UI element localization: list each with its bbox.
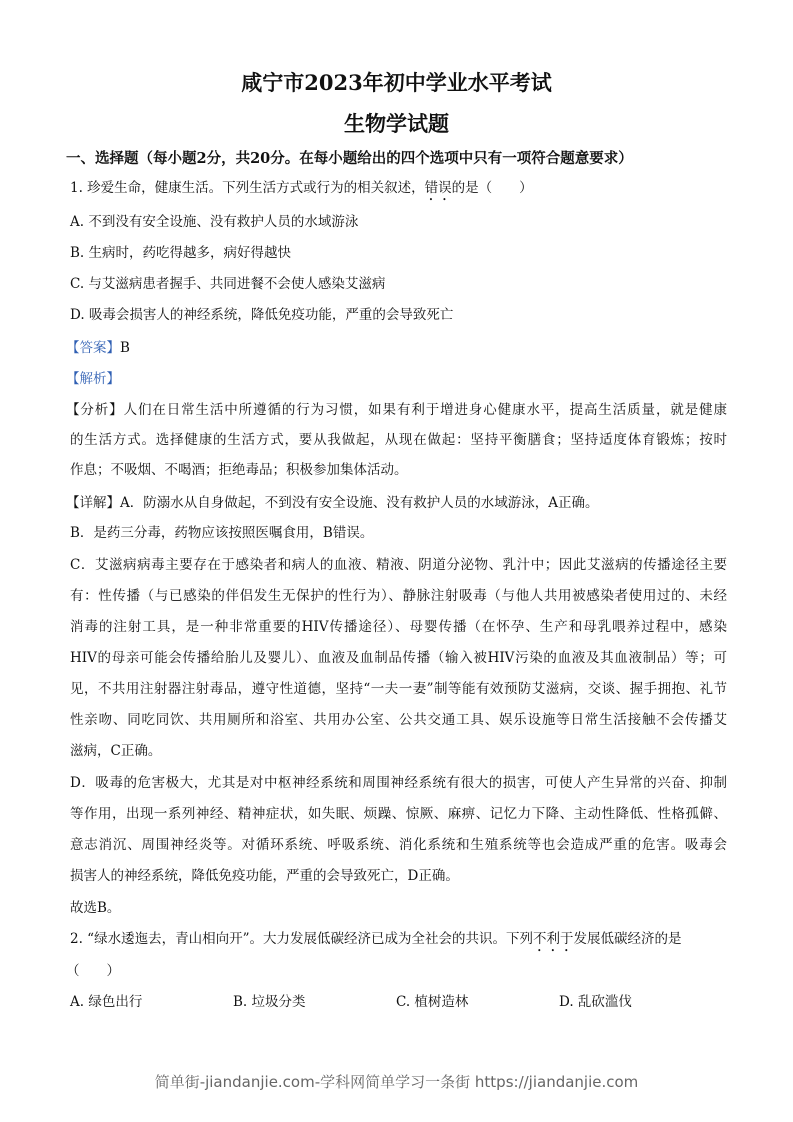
xiangjie-line: 滋病，C正确。 [70,743,162,759]
exam-subtitle: 生物学试题 [344,111,449,136]
fenxi-tag: 【分析】 [66,402,124,418]
xiangjie-line: HIV的母亲可能会传播给胎儿及婴儿）、血液及血制品传播（输入被HIV污染的血液及其血液制品）等；可 [70,650,727,666]
q2-option-d: D. 乱砍滥伐 [559,994,632,1010]
stem-text: 发展低碳经济的是 [573,931,682,947]
xiangjie-tag: 【详解】 [66,495,120,511]
question-1-stem [70,179,533,204]
fenxi-line: 作息；不吸烟、不喝酒；拒绝毒品；积极参加集体活动。 [70,462,408,478]
xiangjie-line: 有：性传播（与已感染的伴侣发生无保护的性行为）、静脉注射吸毒（与他人共用被感染者使用过的、未经 [70,588,727,604]
stem-text: 1. 珍爱生命，健康生活。下列生活方式或行为的相关叙述， [70,180,425,196]
section-heading: 一、选择题（每小题2分，共20分。在每小题给出的四个选项中只有一项符合题意要求） [66,150,633,167]
xiangjie-line: 意志消沉、周围神经炎等。对循环系统、呼吸系统、消化系统和生殖系统等也会造成严重的危害。吸毒会 [70,837,727,853]
q2-option-c: C. 植树造林 [396,994,469,1010]
xiangjie-line: B．是药三分毒，药物应该按照医嘱食用，B错误。 [70,525,374,541]
q1-option-d: D. 吸毒会损害人的神经系统，降低免疫功能，严重的会导致死亡 [70,307,454,323]
answer-line [66,339,130,357]
xiangjie-line: 等作用，出现一系列神经、精神症状，如失眠、烦躁、惊厥、麻痹、记忆力下降、主动性降低、性格孤僻、 [70,806,727,822]
q1-option-a: A. 不到没有安全设施、没有救护人员的水域游泳 [70,214,359,230]
xiangjie-line: 性亲吻、同吃同饮、共用厕所和浴室、共用办公室、公共交通工具、娱乐设施等日常生活接触不会传播艾 [70,712,727,728]
q2-answer-bracket: （ ） [66,963,120,979]
answer-tag: 【答案】 [66,340,120,356]
xiangjie-line: 见，不共用注射器注射毒品，遵守性道德，坚持“一夫一妻”制等能有效预防艾滋病，交谈、握手拥抱、礼节 [70,681,727,697]
fenxi-line: 的生活方式。选择健康的生活方式，要从我做起，从现在做起：坚持平衡膳食；坚持适度体育锻炼；按时 [70,432,727,448]
analysis-tag: 【解析】 [66,371,120,387]
exam-title: 咸宁市2023年初中学业水平考试 [241,70,552,95]
xiangjie-line: D．吸毒的危害极大，尤其是对中枢神经系统和周围神经系统有很大的损害，可使人产生异常的兴奋、抑制 [70,775,727,791]
emphasis-text: 错误 [424,180,452,196]
fenxi-line [66,401,727,419]
xiangjie-text: A．防溺水从自身做起，不到没有安全设施、没有救护人员的水域游泳，A正确。 [120,495,599,511]
conclusion-line: 故选B。 [70,900,121,916]
stem-text: 的是（ ） [451,180,533,196]
question-2-stem [70,930,681,955]
footer-watermark: 简单街-jiandanjie.com-学科网简单学习一条街 https://jiandanjie.com [154,1073,639,1091]
q2-option-b: B. 垃圾分类 [233,994,306,1010]
q2-option-a: A. 绿色出行 [70,994,143,1010]
xiangjie-line: C．艾滋病病毒主要存在于感染者和病人的血液、精液、阴道分泌物、乳汁中；因此艾滋病的传播途径主要 [70,557,727,573]
answer-value: B [120,340,130,356]
q1-option-c: C. 与艾滋病患者握手、共同进餐不会使人感染艾滋病 [70,276,386,292]
xiangjie-line: 消毒的注射工具，是一种非常重要的HIV传播途径）、母婴传播（在怀孕、生产和母乳喂养过程中，感染 [70,619,727,635]
xiangjie-line: 损害人的神经系统，降低免疫功能，严重的会导致死亡，D正确。 [70,868,459,884]
stem-text: 2. “绿水逶迤去，青山相向开”。大力发展低碳经济已成为全社会的共识。下列 [70,931,533,947]
emphasis-text: 不利于 [532,931,574,947]
xiangjie-line [66,494,599,512]
fenxi-text: 人们在日常生活中所遵循的行为习惯，如果有利于增进身心健康水平，提高生活质量，就是健康 [123,402,728,418]
q1-option-b: B. 生病时，药吃得越多，病好得越快 [70,245,292,261]
